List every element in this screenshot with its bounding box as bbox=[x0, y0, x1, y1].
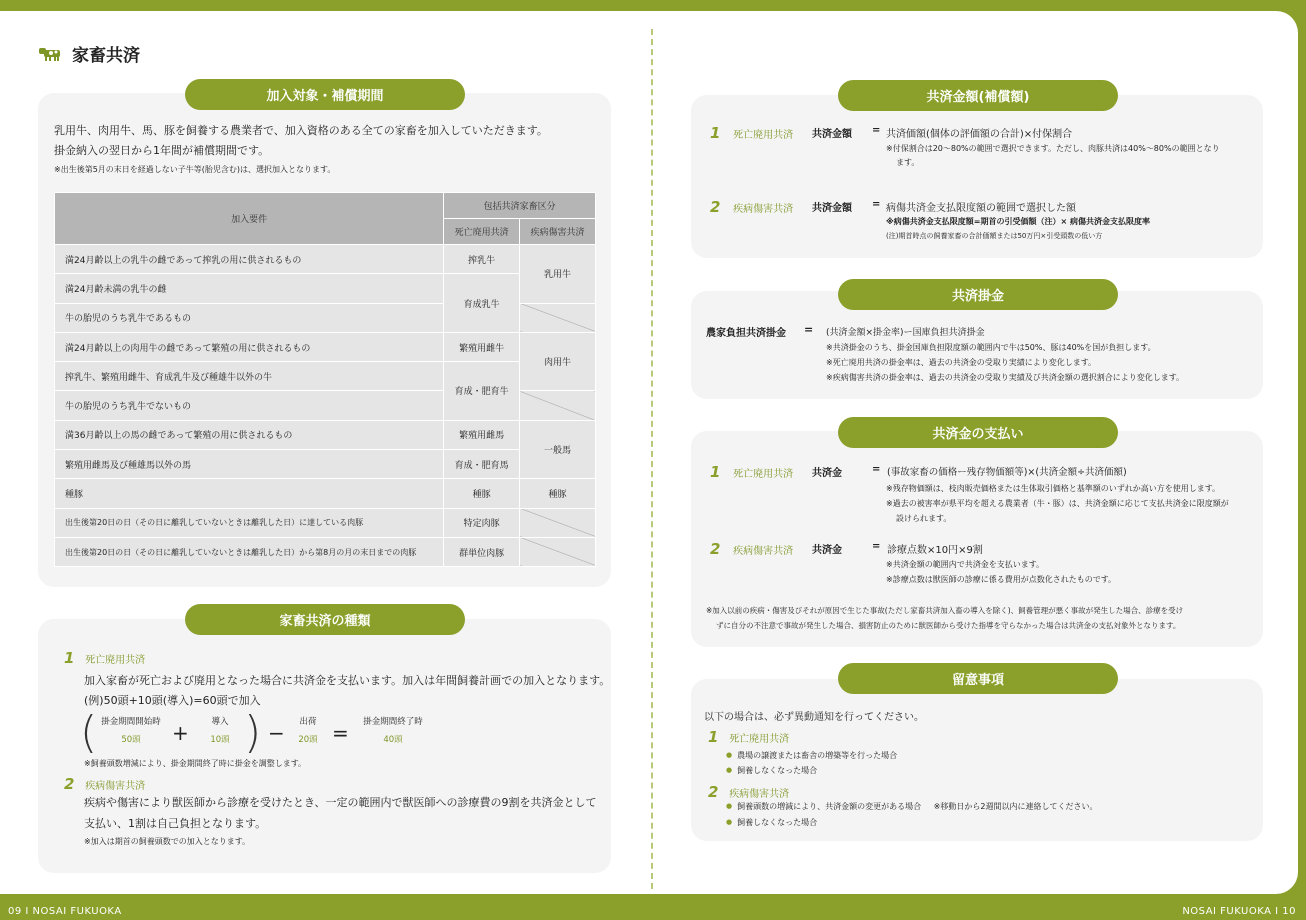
type1-number: 1 bbox=[64, 649, 75, 667]
payment-item1 bbox=[710, 462, 1260, 481]
table-cell-empty bbox=[520, 537, 596, 566]
payment2-note2: ※診療点数は獣医師の診療に係る費用が点数化されたものです。 bbox=[886, 575, 1117, 584]
type2-desc2: 支払い、1割は自己負担となります。 bbox=[84, 817, 267, 830]
payment-footnote2: ずに自分の不注意で事故が発生した場合、損害防止のために獣医師から受けた指導を守らなかった場合は共済金の支払対象外となります。 bbox=[716, 621, 1181, 630]
notice1-name: 死亡廃用共済 bbox=[729, 734, 790, 745]
notice2-name: 疾病傷害共済 bbox=[729, 789, 790, 800]
table-cell: 満24月齢以上の肉用牛の雌であって繁殖の用に供されるもの bbox=[55, 332, 444, 361]
page-title bbox=[38, 41, 140, 66]
amount2-note2: (注)期首時点の飼養家畜の合計価額または50万円×引受頭数の低い方 bbox=[886, 232, 1103, 240]
notice2-bullet2: ● 飼養しなくなった場合 bbox=[726, 816, 817, 829]
amount2-number: 2 bbox=[710, 198, 721, 216]
notice1-bullet1: ● 農場の譲渡または畜舎の増築等を行った場合 bbox=[726, 749, 897, 762]
table-cell: 乳用牛 bbox=[520, 245, 596, 304]
table-cell: 満24月齢未満の乳牛の雌 bbox=[55, 274, 444, 303]
amount-item2 bbox=[710, 197, 1250, 216]
formula-plus: + bbox=[172, 721, 189, 745]
table-row bbox=[55, 508, 596, 537]
table-cell: 肉用牛 bbox=[520, 332, 596, 391]
th-requirement: 加入要件 bbox=[55, 193, 444, 245]
type2-name: 疾病傷害共済 bbox=[85, 781, 146, 792]
payment2-formula: 診療点数×10円×9割 bbox=[887, 545, 983, 556]
amount1-number: 1 bbox=[710, 124, 721, 142]
formula-start-label: 掛金期間開始時 bbox=[101, 717, 161, 727]
table-cell: 繁殖用雌牛 bbox=[444, 332, 520, 361]
enroll-heading: 加入対象・補償期間 bbox=[185, 79, 465, 110]
footer-left: 09 I NOSAI FUKUOKA bbox=[8, 906, 122, 917]
payment1-note1: ※残存物価額は、枝肉販売価格または生体取引価格と基準額のいずれか高い方を使用します。 bbox=[886, 484, 1221, 493]
premium-label: 農家負担共済掛金 bbox=[706, 328, 786, 339]
amount-item1 bbox=[710, 123, 1250, 142]
amount1-eq: = bbox=[872, 125, 881, 136]
th-group: 包括共済家畜区分 bbox=[444, 193, 596, 219]
amount2-note1: ※病傷共済金支払限度額=期首の引受価額（注）× 病傷共済金支払限度率 bbox=[886, 217, 1150, 226]
table-cell: 種豚 bbox=[520, 479, 596, 508]
payment1-formula: (事故家畜の価格ー残存物価額等)×(共済金額÷共済価額) bbox=[887, 467, 1127, 478]
payment1-number: 1 bbox=[710, 463, 721, 481]
table-cell: 群単位肉豚 bbox=[444, 537, 520, 566]
type1-note: ※飼養頭数増減により、掛金期間終了時に掛金を調整します。 bbox=[84, 759, 307, 768]
table-row bbox=[55, 537, 596, 566]
premium-eq: = bbox=[804, 323, 814, 336]
table-cell: 繁殖用雌馬及び種雄馬以外の馬 bbox=[55, 450, 444, 479]
types-heading: 家畜共済の種類 bbox=[185, 604, 465, 635]
payment-footnote1: ※加入以前の疾病・傷害及びそれが原因で生じた事故(ただし家畜共済加入畜の導入を除く)、飼養管理が悪く事故が発生した場合、診療を受け bbox=[706, 606, 1184, 615]
table-row bbox=[55, 362, 596, 391]
type1-title bbox=[64, 649, 145, 667]
left-page bbox=[0, 11, 650, 894]
table-cell: 出生後第20日の日（その日に離乳していないときは離乳した日）に達している肉豚 bbox=[55, 508, 444, 537]
enroll-table bbox=[54, 192, 596, 567]
formula-equals: = bbox=[332, 721, 349, 745]
table-cell: 一般馬 bbox=[520, 420, 596, 479]
table-cell: 育成・肥育馬 bbox=[444, 450, 520, 479]
table-row bbox=[55, 245, 596, 274]
amount2-label: 共済金額 bbox=[812, 203, 852, 214]
table-cell-empty bbox=[520, 303, 596, 332]
notice-item1 bbox=[708, 728, 789, 746]
formula-out-label: 出荷 bbox=[299, 717, 317, 727]
formula bbox=[80, 707, 440, 758]
table-cell: 種豚 bbox=[444, 479, 520, 508]
table-row bbox=[55, 450, 596, 479]
notice2-bullet1-note: ※移動日から2週間以内に連絡してください。 bbox=[933, 802, 1098, 811]
notice2-number: 2 bbox=[708, 783, 719, 801]
table-cell: 搾乳牛、繁殖用雌牛、育成乳牛及び種雄牛以外の牛 bbox=[55, 362, 444, 391]
enroll-line1: 乳用牛、肉用牛、馬、豚を飼養する農業者で、加入資格のある全ての家畜を加入していただきます。 bbox=[54, 124, 548, 137]
amount1-label: 共済金額 bbox=[812, 129, 852, 140]
amount-heading: 共済金額(補償額) bbox=[838, 80, 1118, 111]
notice-intro: 以下の場合は、必ず異動通知を行ってください。 bbox=[704, 712, 924, 723]
page-divider bbox=[651, 29, 653, 889]
th-death: 死亡廃用共済 bbox=[444, 219, 520, 245]
amount1-note2: ます。 bbox=[896, 158, 920, 167]
table-cell: 搾乳牛 bbox=[444, 245, 520, 274]
type1-name: 死亡廃用共済 bbox=[85, 655, 146, 666]
type2-number: 2 bbox=[64, 775, 75, 793]
page-title-text: 家畜共済 bbox=[72, 46, 140, 66]
premium-formula: (共済金額×掛金率)ー国庫負担共済掛金 bbox=[826, 328, 985, 338]
payment1-label: 共済金 bbox=[812, 468, 842, 479]
notice-heading: 留意事項 bbox=[838, 663, 1118, 694]
paren-open: ( bbox=[80, 707, 98, 758]
table-cell: 育成乳牛 bbox=[444, 274, 520, 333]
formula-end-label: 掛金期間終了時 bbox=[363, 717, 423, 727]
formula-start-value: 50頭 bbox=[121, 735, 141, 745]
right-page bbox=[654, 11, 1298, 894]
table-cell: 満36月齢以上の馬の雌であって繁殖の用に供されるもの bbox=[55, 420, 444, 449]
premium-heading: 共済掛金 bbox=[838, 279, 1118, 310]
type2-desc1: 疾病や傷害により獣医師から診療を受けたとき、一定の範囲内で獣医師への診療費の9割を共済金として bbox=[84, 796, 597, 809]
th-disease: 疾病傷害共済 bbox=[520, 219, 596, 245]
payment2-name: 疾病傷害共済 bbox=[733, 546, 794, 557]
table-cell-empty bbox=[520, 508, 596, 537]
notice-item2 bbox=[708, 783, 789, 801]
payment1-note3: 設けられます。 bbox=[896, 514, 952, 523]
payment2-label: 共済金 bbox=[812, 545, 842, 556]
premium-note2: ※死亡廃用共済の掛金率は、過去の共済金の受取り実績により変化します。 bbox=[826, 358, 1097, 367]
table-cell: 繁殖用雌馬 bbox=[444, 420, 520, 449]
formula-end-value: 40頭 bbox=[383, 735, 403, 745]
table-row bbox=[55, 479, 596, 508]
amount1-note1: ※付保割合は20〜80%の範囲で選択できます。ただし、肉豚共済は40%〜80%の範囲となり bbox=[886, 144, 1220, 153]
enroll-note: ※出生後第5月の末日を経過しない子牛等(胎児含む)は、選択加入となります。 bbox=[54, 165, 336, 174]
enroll-line2: 掛金納入の翌日から1年間が補償期間です。 bbox=[54, 144, 270, 157]
table-cell: 牛の胎児のうち乳牛でないもの bbox=[55, 391, 444, 420]
payment2-eq: = bbox=[872, 541, 881, 552]
amount1-name: 死亡廃用共済 bbox=[733, 130, 794, 141]
payment2-note1: ※共済金額の範囲内で共済金を支払います。 bbox=[886, 560, 1045, 569]
payment-item2 bbox=[710, 539, 1260, 558]
notice1-bullet2: ● 飼養しなくなった場合 bbox=[726, 764, 817, 777]
table-cell: 出生後第20日の日（その日に離乳していないときは離乳した日）から第8月の月の末日までの肉豚 bbox=[55, 537, 444, 566]
premium-note3: ※疾病傷害共済の掛金率は、過去の共済金の受取り実績及び共済金額の選択割合により変化します。 bbox=[826, 373, 1185, 382]
payment1-name: 死亡廃用共済 bbox=[733, 469, 794, 480]
notice2-bullet1: ● 飼養頭数の増減により、共済金額の変更がある場合 bbox=[726, 802, 921, 811]
table-row bbox=[55, 420, 596, 449]
cow-icon bbox=[38, 46, 64, 62]
table-cell-empty bbox=[520, 391, 596, 420]
amount2-eq: = bbox=[872, 199, 881, 210]
type1-desc: 加入家畜が死亡および廃用となった場合に共済金を支払います。加入は年間飼養計画での加入となります。 bbox=[84, 674, 611, 687]
page-sheet bbox=[0, 11, 1298, 894]
type1-example: (例)50頭+10頭(導入)=60頭で加入 bbox=[84, 694, 261, 707]
type2-note: ※加入は期首の飼養頭数での加入となります。 bbox=[84, 837, 251, 846]
table-cell: 満24月齢以上の乳牛の雌であって搾乳の用に供されるもの bbox=[55, 245, 444, 274]
type2-title bbox=[64, 775, 145, 793]
table-cell: 育成・肥育牛 bbox=[444, 362, 520, 421]
table-cell: 種豚 bbox=[55, 479, 444, 508]
table-cell: 牛の胎児のうち乳牛であるもの bbox=[55, 303, 444, 332]
formula-in-value: 10頭 bbox=[210, 735, 230, 745]
premium-note1: ※共済掛金のうち、掛金国庫負担限度額の範囲内で牛は50%、豚は40%を国が負担します。 bbox=[826, 343, 1156, 352]
formula-out-value: 20頭 bbox=[298, 735, 318, 745]
amount2-name: 疾病傷害共済 bbox=[733, 204, 794, 215]
notice1-number: 1 bbox=[708, 728, 719, 746]
table-row bbox=[55, 332, 596, 361]
amount1-formula: 共済価額(個体の評価額の合計)×付保割合 bbox=[886, 129, 1073, 140]
payment1-note2: ※過去の被害率が県平均を超える農業者（牛・豚）は、共済金額に応じて支払共済金に限度額が bbox=[886, 499, 1229, 508]
amount2-formula: 病傷共済金支払限度額の範囲で選択した額 bbox=[886, 203, 1076, 214]
payment2-number: 2 bbox=[710, 540, 721, 558]
paren-close: ) bbox=[244, 707, 262, 758]
formula-in-label: 導入 bbox=[211, 717, 229, 727]
footer-right: NOSAI FUKUOKA I 10 bbox=[1182, 906, 1296, 917]
table-cell: 特定肉豚 bbox=[444, 508, 520, 537]
payment1-eq: = bbox=[872, 464, 881, 475]
table-row bbox=[55, 274, 596, 303]
payment-heading: 共済金の支払い bbox=[838, 417, 1118, 448]
formula-minus: − bbox=[268, 721, 285, 745]
notice2-bullet1-row bbox=[726, 800, 1097, 813]
